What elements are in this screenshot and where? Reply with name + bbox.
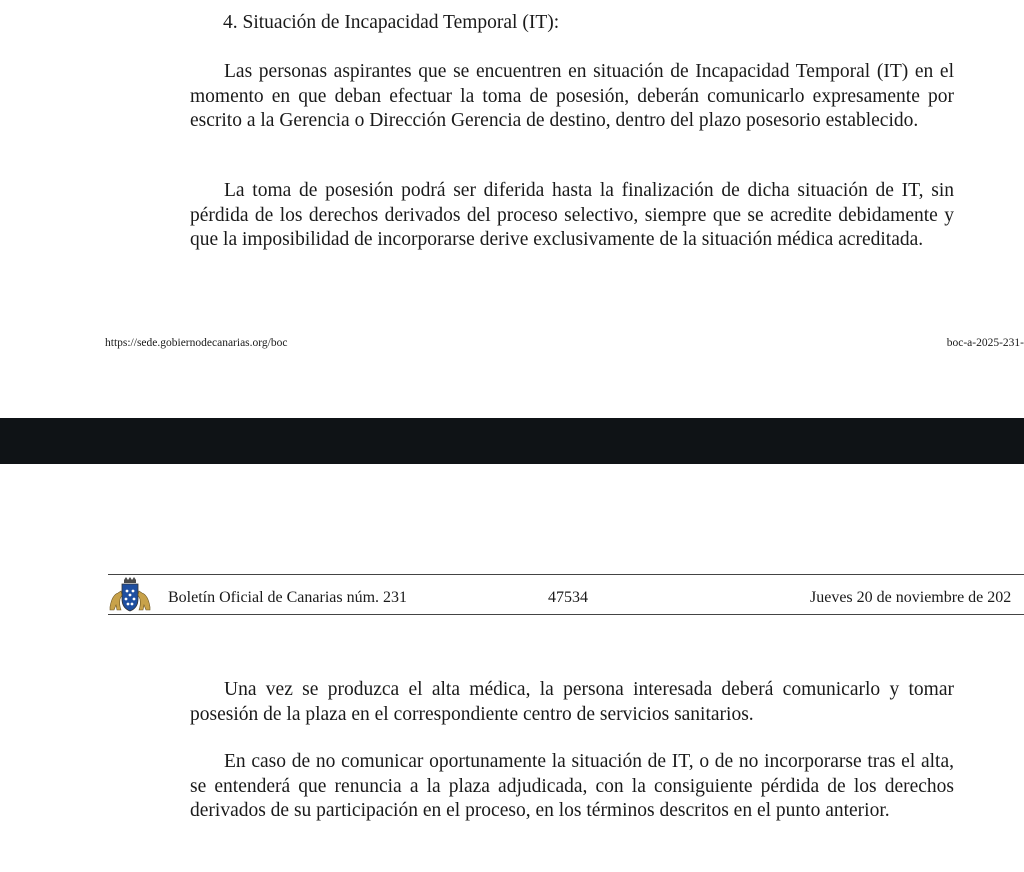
paragraph: En caso de no comunicar oportunamente la situación de IT, o de no incorporarse tras el alta, se entenderá que renuncia a la plaza adjudicada, con la consiguiente pérdida de los derechos derivados de su participación en el proceso, en los términos descritos en el punto anterior.	[190, 751, 954, 821]
paragraph: La toma de posesión podrá ser diferida hasta la finalización de dicha situación de IT, sin pérdida de los derechos derivados del proceso selectivo, siempre que se acredite debidamente y que la imposibilidad de incorporarse derive exclusivamente de la situación médica acreditada.	[190, 180, 954, 250]
paragraph: Una vez se produzca el alta médica, la persona interesada deberá comunicarlo y tomar posesión de la plaza en el correspondiente centro de servicios sanitarios.	[190, 679, 954, 725]
document-page-top	[0, 0, 1024, 418]
bulletin-title: Boletín Oficial de Canarias núm. 231	[168, 589, 408, 606]
footer-url-link[interactable]: https://sede.gobiernodecanarias.org/boc	[105, 337, 288, 349]
paragraph: Las personas aspirantes que se encuentren en situación de Incapacidad Temporal (IT) en el momento en que deban efectuar la toma de posesión, deberán comunicarlo expresamente por escrito a la Gerencia o Dirección Gerencia de destino, dentro del plazo posesorio establecido.	[190, 61, 954, 131]
header-rule-bottom	[108, 614, 1024, 615]
publication-date: Jueves 20 de noviembre de 202	[810, 589, 1012, 606]
section-heading: 4. Situación de Incapacidad Temporal (IT):	[223, 12, 560, 33]
page-separator	[0, 418, 1024, 464]
page-number: 47534	[548, 589, 588, 606]
footer-document-code: boc-a-2025-231-	[946, 337, 1024, 349]
header-rule-top	[108, 574, 1024, 575]
document-page-bottom	[0, 464, 1024, 872]
canarias-coat-of-arms-icon	[108, 577, 152, 613]
